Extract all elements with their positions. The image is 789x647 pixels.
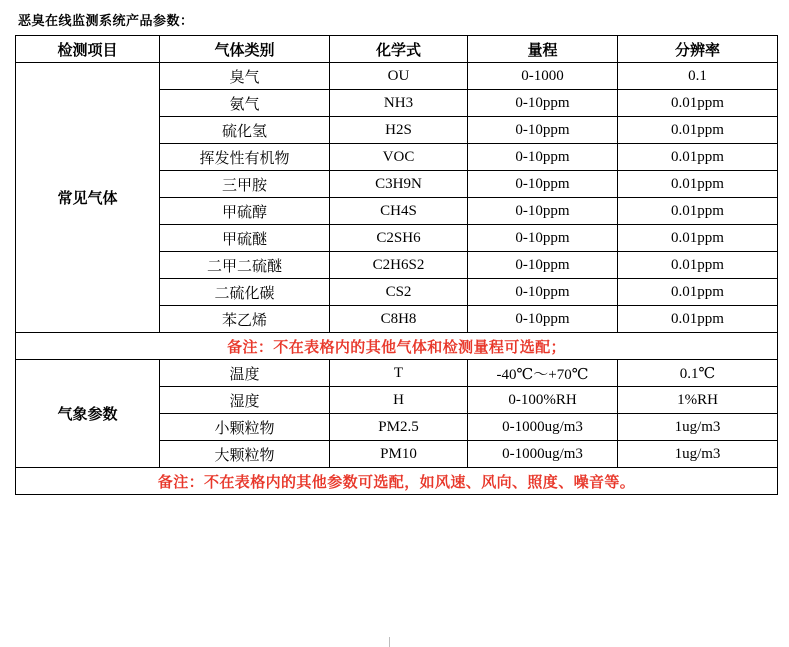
cell-formula: H [330, 387, 468, 414]
cell-formula: T [330, 360, 468, 387]
cell-resolution: 0.01ppm [618, 225, 778, 252]
cell-formula: NH3 [330, 90, 468, 117]
cell-range: -40℃～+70℃ [468, 360, 618, 387]
cell-formula: C8H8 [330, 306, 468, 333]
cell-range: 0-1000ug/m3 [468, 441, 618, 468]
cell-category: 湿度 [160, 387, 330, 414]
column-header-range: 量程 [468, 36, 618, 63]
cell-formula: OU [330, 63, 468, 90]
cell-category: 氨气 [160, 90, 330, 117]
cell-category: 大颗粒物 [160, 441, 330, 468]
cell-range: 0-10ppm [468, 171, 618, 198]
cell-category: 挥发性有机物 [160, 144, 330, 171]
cell-formula: CH4S [330, 198, 468, 225]
cell-range: 0-10ppm [468, 306, 618, 333]
column-header-formula: 化学式 [330, 36, 468, 63]
cell-resolution: 0.01ppm [618, 252, 778, 279]
cell-formula: H2S [330, 117, 468, 144]
cell-category: 硫化氢 [160, 117, 330, 144]
spec-table [15, 35, 778, 495]
cell-resolution: 0.01ppm [618, 90, 778, 117]
cell-resolution: 1%RH [618, 387, 778, 414]
cell-formula: CS2 [330, 279, 468, 306]
cell-range: 0-100%RH [468, 387, 618, 414]
group-label-weather: 气象参数 [16, 360, 160, 468]
cell-range: 0-10ppm [468, 252, 618, 279]
column-header-resolution: 分辨率 [618, 36, 778, 63]
cell-category: 二硫化碳 [160, 279, 330, 306]
cell-range: 0-10ppm [468, 225, 618, 252]
cell-range: 0-10ppm [468, 90, 618, 117]
cell-range: 0-1000 [468, 63, 618, 90]
cell-range: 0-10ppm [468, 198, 618, 225]
cell-formula: C3H9N [330, 171, 468, 198]
cell-range: 0-1000ug/m3 [468, 414, 618, 441]
page-title: 恶臭在线监测系统产品参数： [18, 13, 194, 28]
group-label-common-gas: 常见气体 [16, 63, 160, 333]
cell-resolution: 0.01ppm [618, 171, 778, 198]
cell-resolution: 1ug/m3 [618, 414, 778, 441]
cell-category: 甲硫醇 [160, 198, 330, 225]
cell-formula: C2SH6 [330, 225, 468, 252]
cell-range: 0-10ppm [468, 279, 618, 306]
table-header [16, 36, 778, 63]
cell-formula: VOC [330, 144, 468, 171]
cell-category: 甲硫醚 [160, 225, 330, 252]
table-body [16, 63, 778, 495]
column-header-category: 气体类别 [160, 36, 330, 63]
cell-category: 小颗粒物 [160, 414, 330, 441]
table-note-row [16, 333, 778, 360]
column-header-item: 检测项目 [16, 36, 160, 63]
cell-resolution: 0.01ppm [618, 279, 778, 306]
table-note-row [16, 468, 778, 495]
table-header-row [16, 36, 778, 63]
cell-resolution: 0.01ppm [618, 144, 778, 171]
cell-resolution: 0.1 [618, 63, 778, 90]
cell-range: 0-10ppm [468, 144, 618, 171]
cell-category: 二甲二硫醚 [160, 252, 330, 279]
cell-resolution: 0.01ppm [618, 117, 778, 144]
page-fold-mark [389, 637, 390, 647]
cell-resolution: 0.1℃ [618, 360, 778, 387]
table-row [16, 63, 778, 90]
cell-category: 苯乙烯 [160, 306, 330, 333]
cell-category: 温度 [160, 360, 330, 387]
cell-formula: C2H6S2 [330, 252, 468, 279]
note-common-gas: 备注：不在表格内的其他气体和检测量程可选配； [16, 333, 778, 360]
note-weather: 备注：不在表格内的其他参数可选配，如风速、风向、照度、噪音等。 [16, 468, 778, 495]
cell-category: 三甲胺 [160, 171, 330, 198]
cell-resolution: 1ug/m3 [618, 441, 778, 468]
cell-formula: PM2.5 [330, 414, 468, 441]
cell-resolution: 0.01ppm [618, 198, 778, 225]
cell-formula: PM10 [330, 441, 468, 468]
cell-resolution: 0.01ppm [618, 306, 778, 333]
cell-range: 0-10ppm [468, 117, 618, 144]
cell-category: 臭气 [160, 63, 330, 90]
table-row [16, 360, 778, 387]
